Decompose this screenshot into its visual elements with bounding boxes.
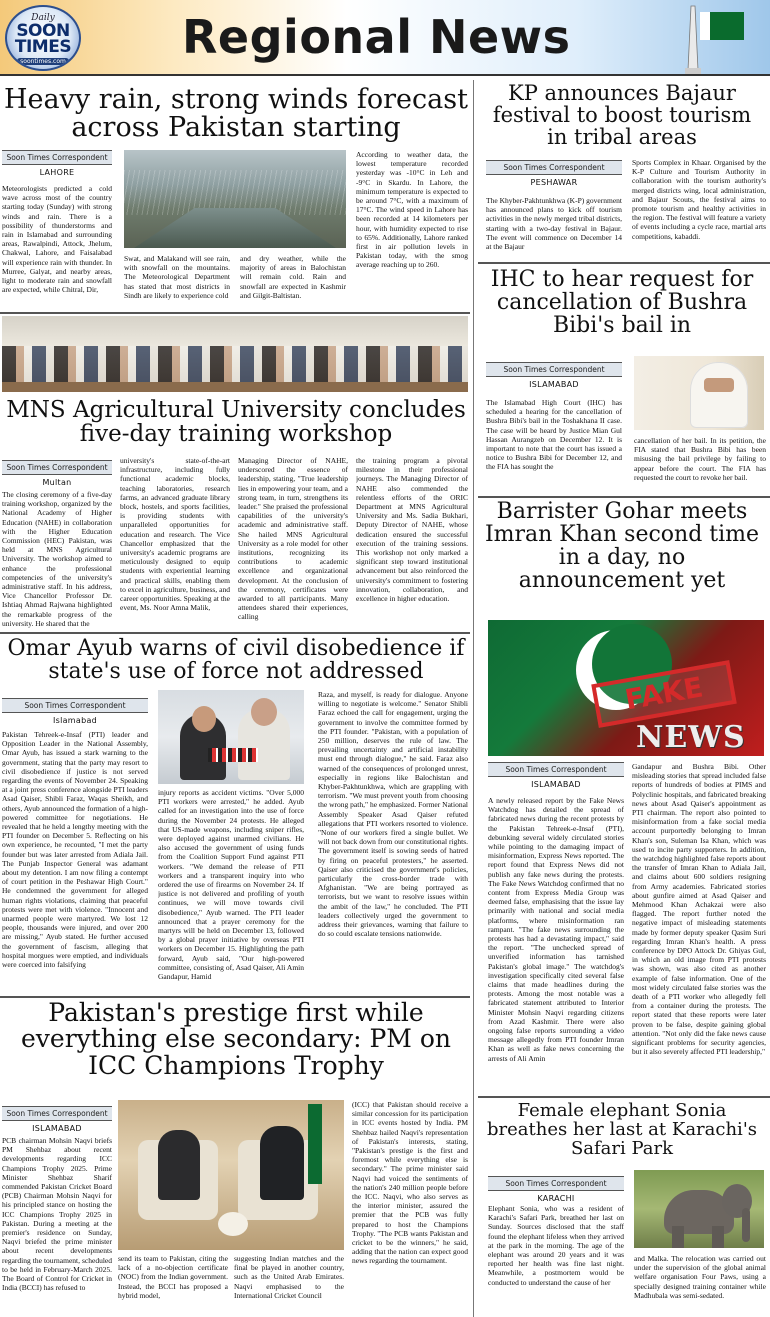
masthead: [0, 0, 770, 76]
rain-photo: [124, 150, 346, 248]
headline-pm-icc[interactable]: Pakistan's prestige first while everything else secondary: PM on ICC Champions Trophy: [21, 998, 451, 1080]
article-text: A newly released report by the Fake News Watchdog has detailed the spread of fabricated news during the recent protests by the Pakistan Tehreek-e-Insaf (PTI), debunking several widely circulated stories while pointing to the damaging impact of misinformation, Express News reported. The report found that Express News did not publish any fake news during the protests. The Fake News Watchdog confirmed that no content from Express Media Group was deemed false, emphasising that the issue lay primarily with national and social media platforms, where misinformation ran rampant. "The fake news surrounding the protests has had a devastating impact," said the report. "The unchecked spread of unverified information has tarnished Pakistan's global image." The watchdog's investigation specifically cited several false claims that made headlines during the protests. Among the most notable was a fabricated statement attributed to Interior Minister Mohsin Naqvi regarding citizens from Azad Kashmir. There were also ongoing false reports surrounding a video message allegedly from PTI founder Imran Khan as well as fake news concerning the arrests of Ali Amin: [488, 796, 624, 1063]
correspondent: Soon Times Correspondent: [486, 362, 622, 377]
correspondent: Soon Times Correspondent: [488, 762, 624, 777]
article-text: According to weather data, the lowest temperature recorded yesterday was -10°C in Leh and -9°C in Skardu. In Lahore, the minimum temperature is expected to be around 7°C, with a maximum of 17°C. The wind speed in Lahore has been recorded at 14 kilometers per hour, with humidity expected to rise to 65%. Additionally, Lahore ranked first in air pollution levels in Pakistan today, with the smog average reaching up to 260.: [356, 150, 468, 270]
article-text: injury reports as accident victims. "Over 5,000 PTI workers were arrested," he added. Ayub called for an investigation into the use of force during the November 24 protests. He alleged that US-made weapons, including sniper rifles, were deployed against unarmed civilians. He also accused the government of using funds from the Coalition Support Fund against PTI workers. "We demand the release of PTI workers and a transparent inquiry into who ordered the use of firearms on November 24. If justice is not delivered and profiling of youth continues, we will move towards civil disobedience," Ayub warned. The PTI leader announced that a prayer ceremony for the martyrs will be held on December 13, followed by a global prayer initiative by overseas PTI workers on December 15. Highlighting the path forward, Ayub said, "Our high-powered committee, consisting of, Asad Qaiser, Ali Amin Gandapur, Hamid: [158, 788, 304, 982]
correspondent: Soon Times Correspondent: [488, 1176, 624, 1191]
section-rule: [478, 262, 770, 264]
bushra-photo: [634, 356, 764, 430]
headline-kp-bajaur[interactable]: KP announces Bajaur festival to boost tourism in tribal areas: [492, 81, 752, 150]
article-text: suggesting Indian matches and the final be played in another country, such as the United Arab Emirates. Naqvi emphasised to the International Cricket Council: [234, 1254, 344, 1300]
newspaper-logo[interactable]: [5, 5, 81, 71]
logo-daily: Daily: [31, 13, 55, 23]
column-divider: [473, 80, 474, 1317]
article-text: the training program a pivotal milestone in their professional journeys. The Managing Director of NAHE also commended the relentless efforts of the ORIC Department at MNS Agricultural University and Ms. Sadia Bukhari, Deputy Director of NAHE, whose dedication ensured the successful execution of the training sessions. This workshop not only marked a significant step toward institutional advancement but also reinforced the university's commitment to fostering innovation, collaboration, and excellence in higher education.: [356, 456, 468, 604]
byline-kp: [486, 160, 622, 187]
byline-ihc: [486, 362, 622, 389]
article-text: Pakistan Tehreek-e-Insaf (PTI) leader and Opposition Leader in the National Assembly, Omar Ayub, has issued a stark warning to the government, stating that the party may resort to civil disobedience if justice is not served regarding the events of November 24. Speaking at a joint press conference alongside PTI leaders Asad Qaiser, Shibli Faraz, Waqas Sheikh, and others, Ayub announced the formation of a high-powered committee for negotiations. He revealed that he held a lengthy meeting with the PTI founder on December 5. Reflecting on his own experience, he recounted, "I met the party founder but was later arrested from Adiala Jail. The Punjab Inspector General was adamant about my detention. I am now filing a contempt of court petition in the Peshawar High Court." He condemned the government for alleged human rights violations, claiming that peaceful protests were met with violence. "Innocent and unarmed people were martyred. We lost 12 people, thousands were injured, and over 200 are missing," Ayub stated. He further accused the government of fascism, alleging that hospital morgues were emptied, and individuals were coerced into falsifying: [2, 730, 148, 970]
correspondent: Soon Times Correspondent: [2, 698, 148, 713]
logo-site: soontimes.com: [17, 58, 69, 65]
article-text: Managing Director of NAHE, underscored the essence of leadership, stating, "True leadership lies in empowering your team, and a strong team, in turn, strengthens its leader." She praised the professional capabilities of the university's academic and administrative staff. She hailed MNS Agricultural University as a role model for other institutions, recognizing its contributions to academic excellence and organizational development. At the conclusion of the ceremony, certificates were awarded to all participants. Many attendees shared their experiences, calling: [238, 456, 348, 622]
section-rule: [478, 1096, 770, 1098]
dateline: PESHAWAR: [530, 178, 578, 187]
article-text: PCB chairman Mohsin Naqvi briefs PM Shehbaz about recent developments regarding ICC Champions Trophy 2025. Prime Minister Shehbaz Sharif commended Pakistan Cricket Board (PCB) Chairman Mohsin Naqvi for his principled stance on hosting the ICC Champions Trophy 2025 in Pakistan. During a meeting at the premier's residence on Sunday, Naqvi briefed the prime minister about recent developments regarding the tournament, scheduled to be held in February-March 2025. The Board of Control for Cricket in India (BCCI) has refused to: [2, 1136, 112, 1293]
headline-mns[interactable]: MNS Agricultural University concludes five-day training workshop: [6, 397, 466, 448]
logo-brand-line1: SOON: [16, 21, 70, 41]
article-text: Meteorologists predicted a cold wave across most of the country starting today (Sunday) with strong winds and rain. There is a possibility of thunderstorms and rain in Islamabad and surrounding areas, Rawalpindi, Attock, Jhelum, Chakwal, Lahore, and Faisalabad will experience rain with thunder. In Murree, Galyat, and nearby areas, light to moderate rain and snowfall are expected, while Chitral, Dir,: [2, 184, 112, 295]
article-text: The closing ceremony of a five-day training workshop, organized by the National Academy of Higher Education (NAHE) in collaboration with the Higher Education Commission (HEC) Pakistan, was held at MNS Agricultural University. The workshop aimed to enhance the professional competencies of the university's administrative staff. In his address, Vice Chancellor Professor Dr. Ishtiaq Ahmad Rajwana highlighted the remarkable progress of the university. He shared that the: [2, 490, 112, 628]
section-rule: [478, 496, 770, 498]
press-conference-photo: [158, 690, 304, 784]
article-text: Elephant Sonia, who was a resident of Karachi's Safari Park, breathed her last on Sunday. Sources disclosed that the staff found the elephant lifeless when they arrived at the park in the morning. The age of the elephant was around 20 years and it was reported her health was fine last night. Meanwhile, a postmortem would be conducted to understand the cause of her: [488, 1204, 624, 1287]
article-text: and Malka. The relocation was carried out under the supervision of the global animal welfare organisation Four Paws, using a specially designed training container while Madhubala was semi-sedated.: [634, 1254, 766, 1300]
article-text: university's state-of-the-art infrastructure, including fully functional academic blocks, teaching laboratories, research farms, an advanced graduate library block, hostels, and sports facilities, is providing students with unparalleled opportunities for education and research. The Vice Chancellor emphasized that the university's academic programs are meticulously designed to equip students with experiential learning and practical skills, enabling them to excel in agriculture, business, and career opportunities. Speaking at the event, Ms. Noor Amna Malik,: [120, 456, 230, 613]
pakistan-flag-icon: [700, 12, 744, 40]
article-text: Raza, and myself, is ready for dialogue. Anyone willing to negotiate is welcome." Senator Shibli Faraz echoed the call for engagement, urging the government to involve the committee formed by the PTI founder. "Pakistan, with a population of 250 million, deserves the rule of law. The prevailing uncertainty and artificial instability must end through dialogue," he said. Faraz also warned of the consequences of prolonged unrest, especially in regions like Balochistan and Khyber-Pakhtunkhwa, which are grappling with terrorism. "We must prevent youth from choosing the wrong path," he emphasized. Former National Assembly Speaker Asad Qaiser refuted allegations that PTI workers resorted to violence. "None of our workers fired a single bullet. We will not back down from our constitutional rights. The government itself is sowing seeds of hatred by firing on peaceful protesters," he asserted. Qaiser also criticised the government's policies, particularly the cross-border trade with Afghanistan. "We are being portrayed as terrorists, but we want to resolve issues within the ambit of the law," he concluded. The PTI leaders collectively urged the government to address their grievances, warning that failure to do so could escalate tensions nationwide.: [318, 690, 468, 939]
headline-gohar[interactable]: Barrister Gohar meets Imran Khan second time in a day, no announcement yet: [484, 499, 760, 594]
dateline: ISLAMABAD: [32, 1124, 82, 1133]
fake-news-photo: [488, 620, 764, 756]
headline-heavy-rain[interactable]: Heavy rain, strong winds forecast across Pakistan starting: [4, 84, 468, 144]
dateline: Multan: [42, 478, 72, 487]
dateline: ISLAMABAD: [531, 780, 581, 789]
article-text: Gandapur and Bushra Bibi. Other misleading stories that spread included false reports of hundreds of bodies at PIMS and Polyclinic hospitals, and fabricated breaking news about Asad Qaiser's appointment as PTI chairman. The report also pointed to misinformation from a fake social media account purportedly belonging to Imran Khan's son, Suleman Isa Khan, which was used to incite party supporters. In addition, the watchdog highlighted false reports about the transfer of Imran Khan to Adiala Jail, and claims about 600 soldiers resigning from Army academies. Fabricated stories about gunfire aimed at Asad Qaiser and Mehmood Khan Achakzai were also flagged. The report further noted the negative impact of misleading statements made by former deputy speaker Qasim Suri regarding Imran Khan's health. A press conference by DPO Attock Dr. Ghiyas Gul, in which an old image from PTI protests was shown, was also cited as another example of false information. One of the most widely circulated false stories was the death of a PTI worker who allegedly fell from a container during the protests. The report stated that these reports were later proven to be false, despite gaining global attention. "Not only did the fake news cause significant problems for security agencies, but it also severely affected PTI leadership,": [632, 762, 766, 1057]
correspondent: Soon Times Correspondent: [2, 1106, 112, 1121]
dateline: ISLAMABAD: [529, 380, 579, 389]
dateline: LAHORE: [39, 168, 75, 177]
correspondent: Soon Times Correspondent: [2, 150, 112, 165]
byline-pm: [2, 1106, 112, 1133]
section-rule: [0, 312, 470, 314]
article-text: and dry weather, while the majority of areas in Balochistan will remain cold. Rain and snowfall are expected in Kashmir and Gilgit-Baltistan.: [240, 254, 346, 300]
byline-omar: [2, 698, 148, 725]
dateline: Islamabad: [52, 716, 98, 725]
article-text: The Islamabad High Court (IHC) has scheduled a hearing for the cancellation of Bushra Bibi's bail in the Toshakhana II case. The case will be heard by Justice Mian Gul Hassan Aurangzeb on December 12. It is important to note that the court has issued a notice to Bushra Bibi for December 12, and the FIA has sought the: [486, 398, 622, 472]
article-text: The Khyber-Pakhtunkhwa (K-P) government has announced plans to kick off tourism activities in the newly merged tribal districts, starting with a two-day festival in Bajaur. The event will commence on December 14 at the Bajaur: [486, 196, 622, 252]
headline-elephant[interactable]: Female elephant Sonia breathes her last at Karachi's Safari Park: [486, 1100, 758, 1159]
article-text: cancellation of her bail. In its petition, the FIA stated that Bushra Bibi has been misusing the bail privilege by failing to appear before the court. The FIA has requested the court to revoke her bail.: [634, 436, 766, 482]
fake-news-word: NEWS: [636, 720, 746, 755]
correspondent: Soon Times Correspondent: [486, 160, 622, 175]
fake-stamp: FAKE: [591, 660, 737, 728]
section-rule: [0, 632, 470, 634]
byline-mns: [2, 460, 112, 487]
byline-heavy-rain: [2, 150, 112, 177]
elephant-photo: [634, 1170, 764, 1248]
logo-brand-line2: TIMES: [14, 37, 72, 57]
dateline: KARACHI: [537, 1194, 575, 1203]
paper-title: Regional News: [182, 10, 571, 64]
correspondent: Soon Times Correspondent: [2, 460, 112, 475]
headline-omar-ayub[interactable]: Omar Ayub warns of civil disobedience if state's use of force not addressed: [7, 636, 465, 685]
headline-ihc-bushra[interactable]: IHC to hear request for cancellation of Bushra Bibi's bail in: [490, 267, 754, 339]
byline-elephant: [488, 1176, 624, 1203]
article-text: (ICC) that Pakistan should receive a similar concession for its participation in ICC events hosted by India. PM Shehbaz hailed Naqvi's representation of Pakistan's interests, stating, "Pakistan's prestige is the first and foremost while everything else is secondary." The prime minister said Naqvi had voiced the sentiments of the nation's 240 million people before the ICC. Naqvi, who also serves as the interior minister, assured the premier that the PCB was fully prepared to host the Champions Trophy. "The PCB wants Pakistan and cricket to be the winners," he said, adding that the nation can expect good news regarding the tournament.: [352, 1100, 468, 1266]
byline-gohar: [488, 762, 624, 789]
article-text: send its team to Pakistan, citing the lack of a no-objection certificate (NOC) from the Indian government. Instead, the BCCI has proposed a hybrid model,: [118, 1254, 228, 1300]
article-text: Swat, and Malakand will see rain, with snowfall on the mountains. The Meteorological Department has stated that most districts in Sindh are likely to experience cold: [124, 254, 230, 300]
pm-meeting-photo: [118, 1100, 344, 1250]
article-text: Sports Complex in Khaar. Organised by the K-P Culture and Tourism Authority in collaboration with the tourism authority's merged districts wing, local administration, and Bajaur Scouts, the festival aims to promote tourism and healthy activities in the region. The festival will feature a variety of events including a cycle race, martial arts competitions, kabaddi.: [632, 158, 766, 241]
meeting-photo: [2, 316, 468, 392]
